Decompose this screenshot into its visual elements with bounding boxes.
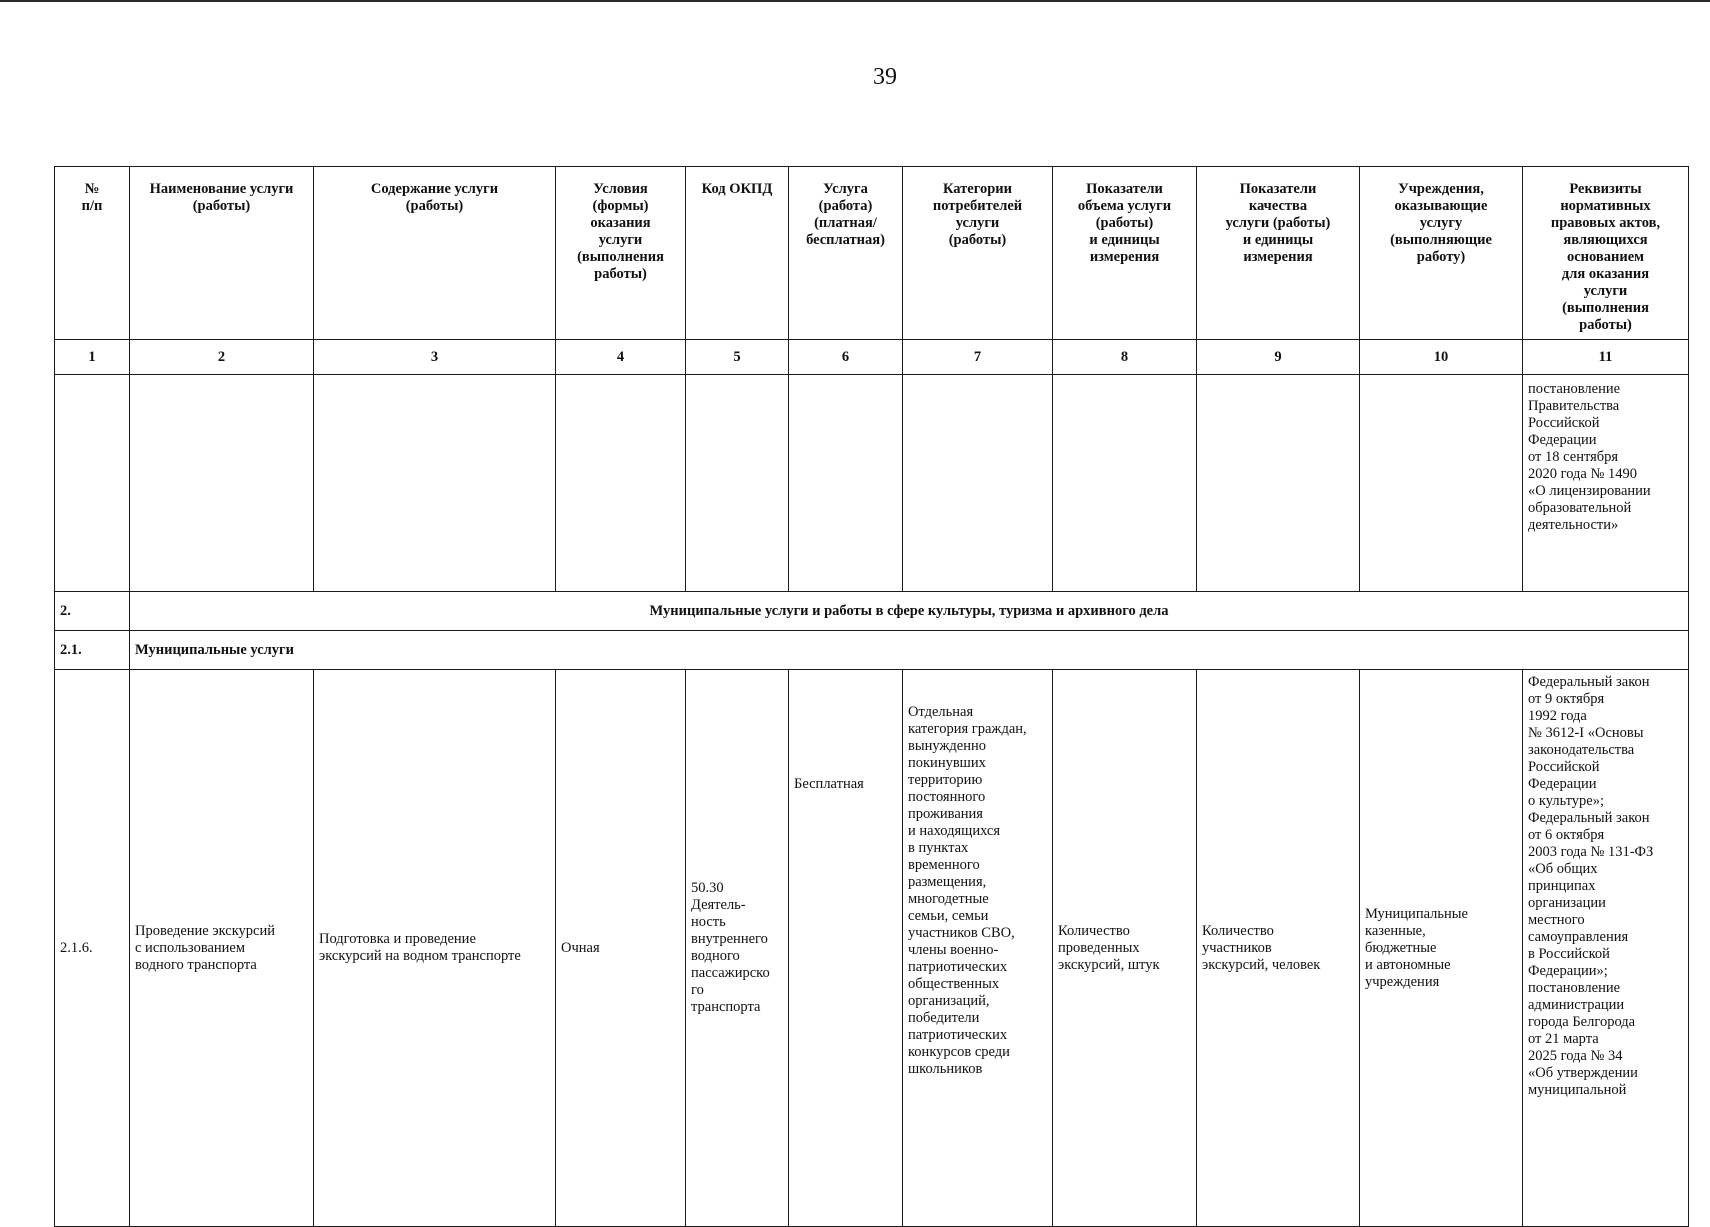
header-consumer-categories: Категории потребителей услуги (работы)	[903, 167, 1053, 340]
column-number: 9	[1197, 340, 1360, 375]
empty-cell	[1360, 375, 1523, 592]
services-table	[54, 166, 1689, 1227]
header-service-name: Наименование услуги (работы)	[130, 167, 314, 340]
empty-cell	[556, 375, 686, 592]
service-name: Проведение экскурсий с использованием водного транспорта	[130, 670, 314, 1227]
section-row	[55, 592, 1689, 631]
okpd-code: 50.30 Деятель- ность внутреннего водного пассажирско го транспорта	[686, 670, 789, 1227]
consumer-categories: Отдельная категория граждан, вынужденно покинувших территорию постоянного проживания и находящихся в пунктах временного размещения, многодетные семьи, семьи участников СВО, члены военно- патриотических общественных организаций, победители патриотических конкурсов среди школьников	[903, 670, 1053, 1227]
header-conditions: Условия (формы) оказания услуги (выполнения работы)	[556, 167, 686, 340]
paid-free-status: Бесплатная	[789, 670, 903, 1227]
section-title: Муниципальные услуги и работы в сфере культуры, туризма и архивного дела	[130, 592, 1689, 631]
empty-cell	[1053, 375, 1197, 592]
empty-cell	[55, 375, 130, 592]
empty-cell	[314, 375, 556, 592]
page-number: 39	[873, 64, 897, 90]
column-number: 2	[130, 340, 314, 375]
column-number: 5	[686, 340, 789, 375]
service-content: Подготовка и проведение экскурсий на водном транспорте	[314, 670, 556, 1227]
header-volume-indicators: Показатели объема услуги (работы) и единицы измерения	[1053, 167, 1197, 340]
table-row	[55, 670, 1689, 1227]
page-top-edge	[0, 0, 1710, 2]
empty-cell	[130, 375, 314, 592]
column-number: 8	[1053, 340, 1197, 375]
header-number: № п/п	[55, 167, 130, 340]
column-number: 7	[903, 340, 1053, 375]
header-quality-indicators: Показатели качества услуги (работы) и единицы измерения	[1197, 167, 1360, 340]
legal-acts: Федеральный закон от 9 октября 1992 года № 3612-I «Основы законодательства Российской Федерации о культуре»; Федеральный закон от 6 октября 2003 года № 131-ФЗ «Об общих принципах организации местного самоуправления в Российской Федерации»; постановление администрации города Белгорода от 21 марта 2025 года № 34 «Об утверждении муниципальной	[1523, 670, 1689, 1227]
header-legal-acts: Реквизиты нормативных правовых актов, являющихся основанием для оказания услуги (выполнения работы)	[1523, 167, 1689, 340]
header-service-content: Содержание услуги (работы)	[314, 167, 556, 340]
header-institutions: Учреждения, оказывающие услугу (выполняющие работу)	[1360, 167, 1523, 340]
quality-indicators: Количество участников экскурсий, человек	[1197, 670, 1360, 1227]
column-numbers-row	[55, 340, 1689, 375]
section-number: 2.	[55, 592, 130, 631]
subsection-title: Муниципальные услуги	[130, 631, 1689, 670]
volume-indicators: Количество проведенных экскурсий, штук	[1053, 670, 1197, 1227]
header-paid-free: Услуга (работа) (платная/ бесплатная)	[789, 167, 903, 340]
header-okpd-code: Код ОКПД	[686, 167, 789, 340]
column-number: 4	[556, 340, 686, 375]
subsection-row	[55, 631, 1689, 670]
column-number: 6	[789, 340, 903, 375]
empty-cell	[789, 375, 903, 592]
column-number: 10	[1360, 340, 1523, 375]
column-number: 1	[55, 340, 130, 375]
service-number: 2.1.6.	[55, 670, 130, 1227]
column-number: 3	[314, 340, 556, 375]
column-number: 11	[1523, 340, 1689, 375]
empty-cell	[1197, 375, 1360, 592]
subsection-number: 2.1.	[55, 631, 130, 670]
continuation-row	[55, 375, 1689, 592]
table-header-row	[55, 167, 1689, 340]
service-conditions: Очная	[556, 670, 686, 1227]
institutions: Муниципальные казенные, бюджетные и автономные учреждения	[1360, 670, 1523, 1227]
empty-cell	[903, 375, 1053, 592]
legal-acts-continuation: постановление Правительства Российской Федерации от 18 сентября 2020 года № 1490 «О лицензировании образовательной деятельности»	[1523, 375, 1689, 592]
empty-cell	[686, 375, 789, 592]
